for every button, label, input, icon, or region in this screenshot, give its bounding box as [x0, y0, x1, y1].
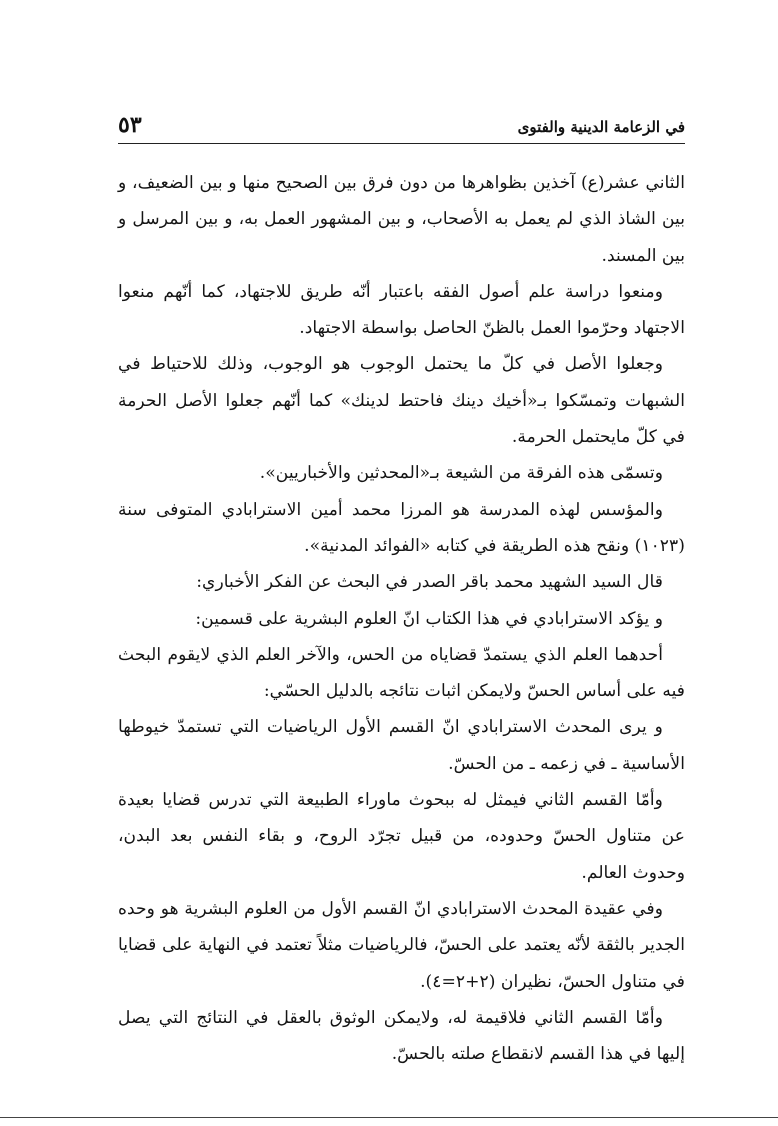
paragraph: وأمّا القسم الثاني فلاقيمة له، ولايمكن الوثوق بالعقل في النتائج التي يصل إليها في هذا القسم لانقطاع صلته بالحسّ. [118, 1007, 685, 1065]
paragraph: وتسمّى هذه الفرقة من الشيعة بـ«المحدثين والأخباريين». [259, 463, 663, 484]
paragraph: قال السيد الشهيد محمد باقر الصدر في البحث عن الفكر الأخباري: [196, 572, 663, 593]
paragraph: ومنعوا دراسة علم أصول الفقه باعتبار أنّه طريق للاجتهاد، كما أنّهم منعوا الاجتهاد وحرّموا العمل بالظنّ الحاصل بواسطة الاجتهاد. [118, 281, 685, 339]
paragraph: وأمّا القسم الثاني فيمثل له ببحوث ماوراء الطبيعة التي تدرس قضايا بعيدة عن متناول الحسّ وحدوده، من قبيل تجرّد الروح، و بقاء النفس بعد البدن، وحدوث العالم. [118, 790, 685, 883]
page-number: ٥٣ [118, 112, 142, 138]
running-title: في الزعامة الدينية والفتوى [517, 118, 685, 136]
paragraph: الثاني عشر(ع) آخذين بظواهرها من دون فرق بين الصحيح منها و بين الضعيف، و بين الشاذ الذي لم يعمل به الأصحاب، و بين المشهور العمل به، و بين المرسل و بين المسند. [118, 173, 685, 266]
body-text [118, 165, 685, 1072]
footer-rule [0, 1117, 778, 1118]
paragraph: و يؤكد الاسترابادي في هذا الكتاب انّ العلوم البشرية على قسمين: [195, 608, 663, 629]
page-header [118, 112, 685, 146]
paragraph: أحدهما العلم الذي يستمدّ قضاياه من الحس، والآخر العلم الذي لايقوم البحث فيه على أساس الحسّ ولايمكن اثبات نتائجه بالدليل الحسّي: [118, 644, 685, 702]
paragraph: و يرى المحدث الاسترابادي انّ القسم الأول الرياضيات التي تستمدّ خيوطها الأساسية ـ في زعمه ـ من الحسّ. [118, 717, 685, 774]
paragraph: وفي عقيدة المحدث الاسترابادي انّ القسم الأول من العلوم البشرية هو وحده الجدير بالثقة لأنّه يعتمد على الحسّ، فالرياضيات مثلاً تعتمد في النهاية على قضايا في متناول الحسّ، نظيران (٢+٢=٤). [118, 898, 685, 992]
header-rule [118, 143, 685, 144]
paragraph: والمؤسس لهذه المدرسة هو المرزا محمد أمين الاسترابادي المتوفى سنة (١٠٢٣) ونقح هذه الطريقة في كتابه «الفوائد المدنية». [118, 499, 685, 556]
paragraph: وجعلوا الأصل في كلّ ما يحتمل الوجوب هو الوجوب، وذلك للاحتياط في الشبهات وتمسّكوا بـ«أخيك دينك فاحتط لدينك» كما أنّهم جعلوا الأصل الحرمة في كلّ مايحتمل الحرمة. [118, 354, 685, 448]
